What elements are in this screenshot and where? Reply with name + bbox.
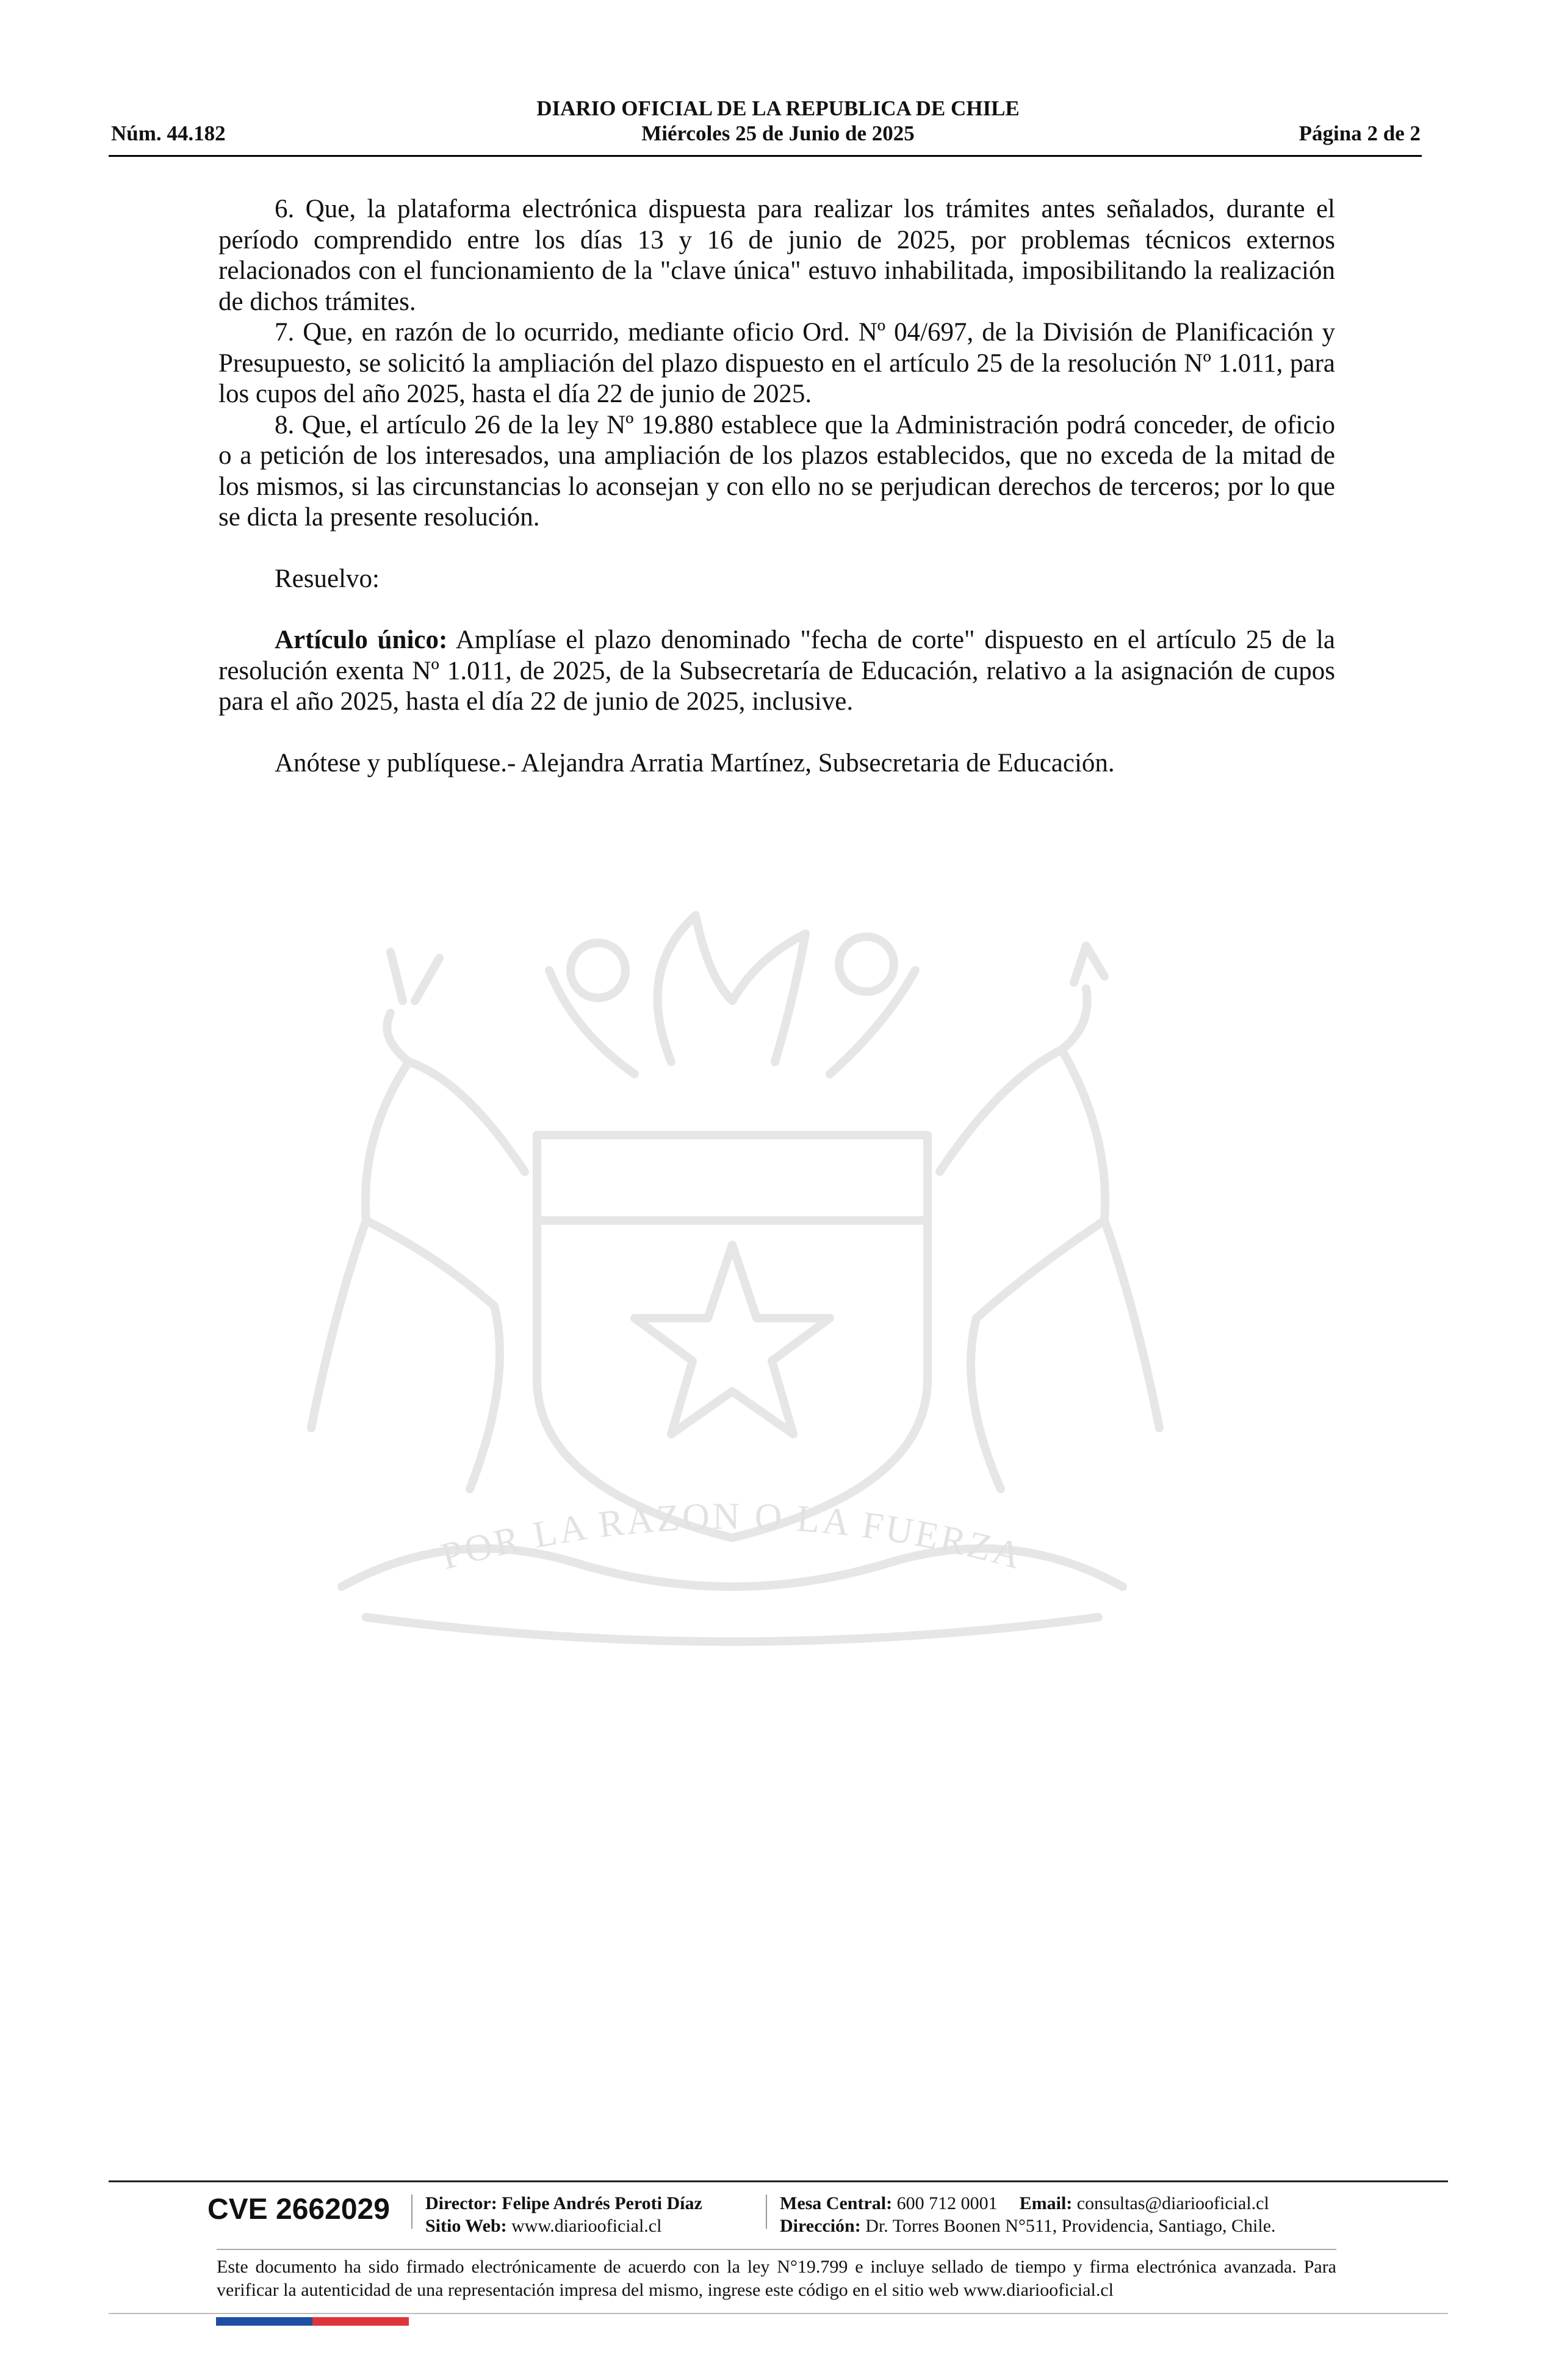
web-value[interactable]: www.diariooficial.cl <box>511 2216 662 2236</box>
signature-disclaimer: Este documento ha sido firmado electrónicamente de acuerdo con la ley N°19.799 e incluye sellado de tiempo y firma electrónica avanzada. Para verificar la autenticidad de una representación impresa del mismo, ingrese este código en el sitio web www.diariooficial.cl <box>217 2257 1336 2300</box>
footer-director-block <box>425 2192 702 2237</box>
director-label: Director: <box>425 2193 497 2213</box>
director-value: Felipe Andrés Peroti Díaz <box>502 2193 702 2213</box>
articulo-text: Amplíase el plazo denominado "fecha de corte" dispuesto en el artículo 25 de la resolución exenta Nº 1.011, de 2025, de la Subsecretaría de Educación, relativo a la asignación de cupos para el año 2025, hasta el día 22 de junio de 2025, inclusive. <box>218 626 1335 716</box>
email-label: Email: <box>1019 2193 1073 2213</box>
paragraph-8: 8. Que, el artículo 26 de la ley Nº 19.880 establece que la Administración podrá conceder, de oficio o a petición de los interesados, una ampliación de los plazos establecidos, que no exceda de la mitad de los mismos, si las circunstancias lo aconsejan y con ello no se perjudican derechos de terceros; por lo que se dicta la presente resolución. <box>218 410 1335 532</box>
issue-number: Núm. 44.182 <box>111 121 226 145</box>
issue-date: Miércoles 25 de Junio de 2025 <box>641 121 915 145</box>
articulo-unico <box>218 625 1335 718</box>
paragraph-6: 6. Que, la plataforma electrónica dispuesta para realizar los trámites antes señalados, durante el período comprendido entre los días 13 y 16 de junio de 2025, por problemas técnicos externos relacionados con el funcionamiento de la "clave única" estuvo inhabilitada, imposibilitando la realización de dichos trámites. <box>218 195 1335 316</box>
newspaper-title: DIARIO OFICIAL DE LA REPUBLICA DE CHILE <box>536 96 1020 120</box>
footer-divider-mid <box>217 2249 1336 2250</box>
header-row <box>0 121 1556 151</box>
direccion-label: Dirección: <box>780 2216 861 2236</box>
mesa-value: 600 712 0001 <box>896 2193 998 2213</box>
document-body <box>218 194 1335 779</box>
flag-stripe-blue <box>216 2317 312 2326</box>
closing-line: Anótese y publíquese.- Alejandra Arratia Martínez, Subsecretaria de Educación. <box>275 748 1115 777</box>
footer-separator <box>766 2194 767 2229</box>
web-label: Sitio Web: <box>425 2216 507 2236</box>
email-value[interactable]: consultas@diariooficial.cl <box>1076 2193 1269 2213</box>
flag-stripe-red <box>312 2317 409 2326</box>
paragraph-7: 7. Que, en razón de lo ocurrido, mediante oficio Ord. Nº 04/697, de la División de Planificación y Presupuesto, se solicitó la ampliación del plazo dispuesto en el artículo 25 de la resolución Nº 1.011, para los cupos del año 2025, hasta el día 22 de junio de 2025. <box>218 318 1335 408</box>
direccion-value: Dr. Torres Boonen N°511, Providencia, Santiago, Chile. <box>865 2216 1276 2236</box>
chile-coat-of-arms-watermark-icon <box>207 879 1257 1672</box>
footer-contact-block <box>780 2192 1276 2237</box>
motto-text: POR LA RAZON O LA FUERZA <box>436 1495 1028 1578</box>
footer-divider-bottom <box>109 2313 1448 2314</box>
footer-divider-top <box>109 2180 1448 2182</box>
resuelvo-heading: Resuelvo: <box>275 564 380 593</box>
mesa-label: Mesa Central: <box>780 2193 893 2213</box>
cve-code: CVE 2662029 <box>207 2193 390 2226</box>
articulo-label: Artículo único: <box>275 626 448 654</box>
page-indicator: Página 2 de 2 <box>1298 121 1421 145</box>
footer-separator <box>411 2194 412 2229</box>
header-divider <box>109 155 1422 157</box>
